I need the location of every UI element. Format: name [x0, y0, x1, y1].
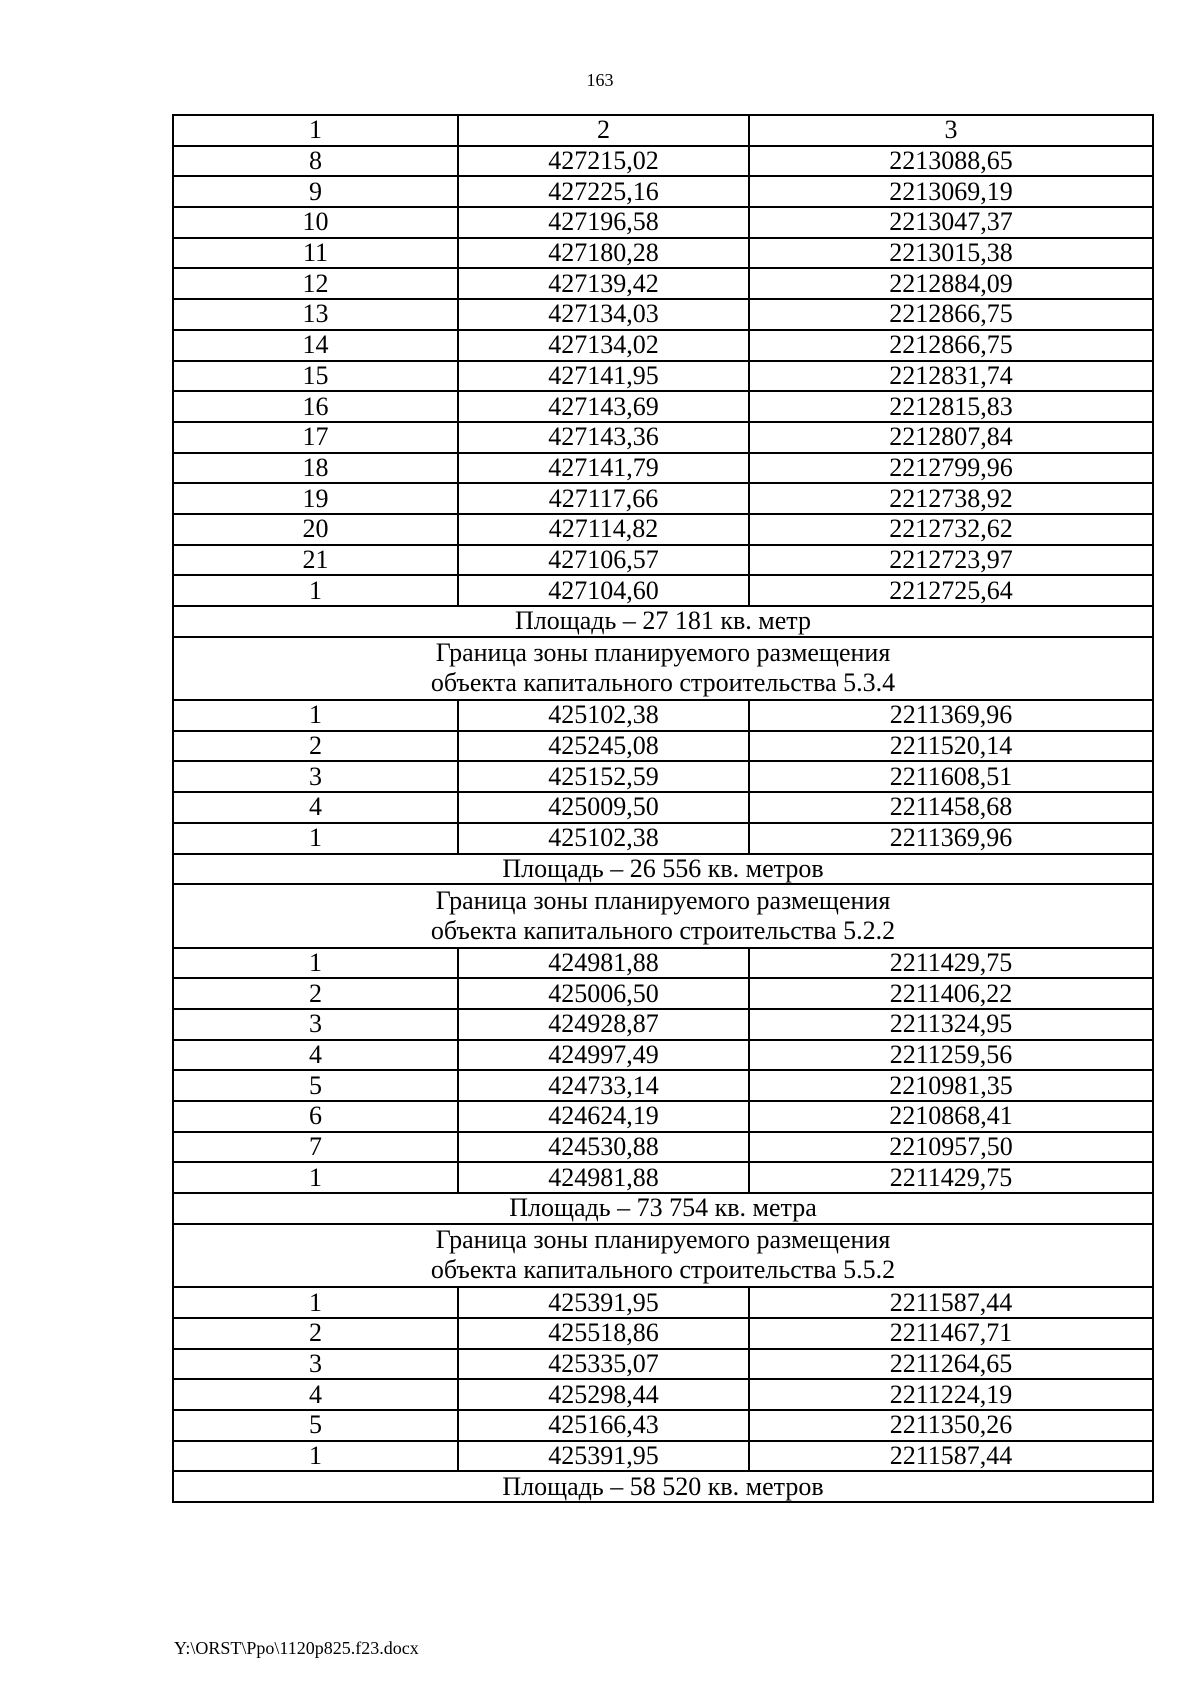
y-coordinate-cell: 2213015,38 [749, 238, 1153, 269]
table-row [173, 1318, 1153, 1349]
x-coordinate-cell: 424624,19 [458, 1101, 749, 1132]
x-coordinate-cell: 427143,36 [458, 422, 749, 453]
table-row [173, 268, 1153, 299]
point-number-cell: 1 [173, 823, 458, 854]
header-cell-y: 3 [749, 115, 1153, 146]
point-number-cell: 1 [173, 700, 458, 731]
table-row [173, 1101, 1153, 1132]
table-row [173, 1009, 1153, 1040]
x-coordinate-cell: 425166,43 [458, 1410, 749, 1441]
x-coordinate-cell: 425391,95 [458, 1441, 749, 1472]
point-number-cell: 2 [173, 731, 458, 762]
y-coordinate-cell: 2212815,83 [749, 391, 1153, 422]
y-coordinate-cell: 2212866,75 [749, 330, 1153, 361]
point-number-cell: 10 [173, 207, 458, 238]
x-coordinate-cell: 425006,50 [458, 978, 749, 1009]
x-coordinate-cell: 425298,44 [458, 1379, 749, 1410]
page-number: 163 [586, 70, 614, 90]
y-coordinate-cell: 2211429,75 [749, 948, 1153, 979]
y-coordinate-cell: 2211429,75 [749, 1162, 1153, 1193]
point-number-cell: 17 [173, 422, 458, 453]
y-coordinate-cell: 2211369,96 [749, 823, 1153, 854]
y-coordinate-cell: 2212884,09 [749, 268, 1153, 299]
table-row [173, 299, 1153, 330]
y-coordinate-cell: 2211369,96 [749, 700, 1153, 731]
table-row [173, 453, 1153, 484]
area-row [173, 1193, 1153, 1224]
x-coordinate-cell: 424981,88 [458, 1162, 749, 1193]
point-number-cell: 3 [173, 1009, 458, 1040]
table-row [173, 948, 1153, 979]
y-coordinate-cell: 2211467,71 [749, 1318, 1153, 1349]
y-coordinate-cell: 2211259,56 [749, 1040, 1153, 1071]
y-coordinate-cell: 2212807,84 [749, 422, 1153, 453]
point-number-cell: 13 [173, 299, 458, 330]
table-row [173, 391, 1153, 422]
coordinates-table-body [173, 115, 1153, 1502]
coordinates-table [172, 114, 1154, 1503]
point-number-cell: 4 [173, 792, 458, 823]
table-row [173, 176, 1153, 207]
x-coordinate-cell: 425102,38 [458, 823, 749, 854]
y-coordinate-cell: 2211406,22 [749, 978, 1153, 1009]
y-coordinate-cell: 2211224,19 [749, 1379, 1153, 1410]
point-number-cell: 1 [173, 575, 458, 606]
x-coordinate-cell: 427196,58 [458, 207, 749, 238]
x-coordinate-cell: 427104,60 [458, 575, 749, 606]
x-coordinate-cell: 427114,82 [458, 514, 749, 545]
section-title-line: объекта капитального строительства 5.5.2 [430, 1255, 896, 1285]
table-row [173, 1379, 1153, 1410]
table-row [173, 1441, 1153, 1472]
area-row [173, 854, 1153, 885]
x-coordinate-cell: 425102,38 [458, 700, 749, 731]
section-title-line: Граница зоны планируемого размещения [435, 638, 891, 668]
table-row [173, 700, 1153, 731]
footer-file-path: Y:\ORST\Ppo\1120p825.f23.docx [174, 1638, 419, 1658]
x-coordinate-cell: 427134,02 [458, 330, 749, 361]
table-row [173, 731, 1153, 762]
x-coordinate-cell: 425518,86 [458, 1318, 749, 1349]
section-title-cell [173, 1224, 1153, 1287]
x-coordinate-cell: 427180,28 [458, 238, 749, 269]
area-cell: Площадь – 58 520 кв. метров [173, 1471, 1153, 1502]
table-row [173, 1349, 1153, 1380]
y-coordinate-cell: 2212738,92 [749, 483, 1153, 514]
x-coordinate-cell: 427117,66 [458, 483, 749, 514]
point-number-cell: 4 [173, 1040, 458, 1071]
point-number-cell: 6 [173, 1101, 458, 1132]
y-coordinate-cell: 2212725,64 [749, 575, 1153, 606]
table-row [173, 792, 1153, 823]
x-coordinate-cell: 427143,69 [458, 391, 749, 422]
y-coordinate-cell: 2210981,35 [749, 1070, 1153, 1101]
point-number-cell: 3 [173, 761, 458, 792]
x-coordinate-cell: 427215,02 [458, 146, 749, 177]
table-row [173, 978, 1153, 1009]
table-row [173, 422, 1153, 453]
y-coordinate-cell: 2212732,62 [749, 514, 1153, 545]
y-coordinate-cell: 2213088,65 [749, 146, 1153, 177]
x-coordinate-cell: 427106,57 [458, 545, 749, 576]
area-row [173, 606, 1153, 637]
table-row [173, 1040, 1153, 1071]
x-coordinate-cell: 425245,08 [458, 731, 749, 762]
x-coordinate-cell: 424997,49 [458, 1040, 749, 1071]
x-coordinate-cell: 427139,42 [458, 268, 749, 299]
section-title-line: объекта капитального строительства 5.2.2 [430, 915, 896, 945]
y-coordinate-cell: 2211324,95 [749, 1009, 1153, 1040]
table-row [173, 207, 1153, 238]
area-row [173, 1471, 1153, 1502]
table-row [173, 146, 1153, 177]
section-title-row [173, 884, 1153, 947]
table-row [173, 1287, 1153, 1318]
table-header-row [173, 115, 1153, 146]
x-coordinate-cell: 425335,07 [458, 1349, 749, 1380]
point-number-cell: 5 [173, 1410, 458, 1441]
point-number-cell: 14 [173, 330, 458, 361]
y-coordinate-cell: 2213069,19 [749, 176, 1153, 207]
table-row [173, 575, 1153, 606]
point-number-cell: 1 [173, 1441, 458, 1472]
point-number-cell: 20 [173, 514, 458, 545]
table-row [173, 1410, 1153, 1441]
table-row [173, 1132, 1153, 1163]
area-cell: Площадь – 27 181 кв. метр [173, 606, 1153, 637]
table-row [173, 514, 1153, 545]
table-row [173, 761, 1153, 792]
x-coordinate-cell: 427141,79 [458, 453, 749, 484]
section-title-cell [173, 637, 1153, 700]
x-coordinate-cell: 427134,03 [458, 299, 749, 330]
y-coordinate-cell: 2212723,97 [749, 545, 1153, 576]
table-row [173, 361, 1153, 392]
point-number-cell: 1 [173, 948, 458, 979]
section-title-line: Граница зоны планируемого размещения [435, 885, 891, 915]
y-coordinate-cell: 2213047,37 [749, 207, 1153, 238]
point-number-cell: 1 [173, 1287, 458, 1318]
point-number-cell: 4 [173, 1379, 458, 1410]
y-coordinate-cell: 2211520,14 [749, 731, 1153, 762]
x-coordinate-cell: 425009,50 [458, 792, 749, 823]
x-coordinate-cell: 427141,95 [458, 361, 749, 392]
table-row [173, 545, 1153, 576]
point-number-cell: 2 [173, 978, 458, 1009]
point-number-cell: 9 [173, 176, 458, 207]
y-coordinate-cell: 2210957,50 [749, 1132, 1153, 1163]
table-row [173, 1162, 1153, 1193]
point-number-cell: 2 [173, 1318, 458, 1349]
section-title-row [173, 1224, 1153, 1287]
area-cell: Площадь – 26 556 кв. метров [173, 854, 1153, 885]
point-number-cell: 19 [173, 483, 458, 514]
area-cell: Площадь – 73 754 кв. метра [173, 1193, 1153, 1224]
table-row [173, 1070, 1153, 1101]
y-coordinate-cell: 2212866,75 [749, 299, 1153, 330]
point-number-cell: 12 [173, 268, 458, 299]
table-row [173, 823, 1153, 854]
header-cell-point: 1 [173, 115, 458, 146]
section-title-row [173, 637, 1153, 700]
x-coordinate-cell: 424530,88 [458, 1132, 749, 1163]
section-title-line: Граница зоны планируемого размещения [435, 1225, 891, 1255]
x-coordinate-cell: 424733,14 [458, 1070, 749, 1101]
point-number-cell: 8 [173, 146, 458, 177]
x-coordinate-cell: 425152,59 [458, 761, 749, 792]
x-coordinate-cell: 424928,87 [458, 1009, 749, 1040]
y-coordinate-cell: 2211350,26 [749, 1410, 1153, 1441]
point-number-cell: 16 [173, 391, 458, 422]
y-coordinate-cell: 2211587,44 [749, 1287, 1153, 1318]
point-number-cell: 15 [173, 361, 458, 392]
y-coordinate-cell: 2210868,41 [749, 1101, 1153, 1132]
y-coordinate-cell: 2211458,68 [749, 792, 1153, 823]
x-coordinate-cell: 425391,95 [458, 1287, 749, 1318]
y-coordinate-cell: 2211264,65 [749, 1349, 1153, 1380]
point-number-cell: 7 [173, 1132, 458, 1163]
y-coordinate-cell: 2212831,74 [749, 361, 1153, 392]
point-number-cell: 18 [173, 453, 458, 484]
y-coordinate-cell: 2211587,44 [749, 1441, 1153, 1472]
point-number-cell: 5 [173, 1070, 458, 1101]
point-number-cell: 11 [173, 238, 458, 269]
x-coordinate-cell: 427225,16 [458, 176, 749, 207]
table-row [173, 483, 1153, 514]
section-title-cell [173, 884, 1153, 947]
table-row [173, 330, 1153, 361]
point-number-cell: 1 [173, 1162, 458, 1193]
y-coordinate-cell: 2212799,96 [749, 453, 1153, 484]
header-cell-x: 2 [458, 115, 749, 146]
x-coordinate-cell: 424981,88 [458, 948, 749, 979]
y-coordinate-cell: 2211608,51 [749, 761, 1153, 792]
table-row [173, 238, 1153, 269]
section-title-line: объекта капитального строительства 5.3.4 [430, 668, 896, 698]
point-number-cell: 3 [173, 1349, 458, 1380]
point-number-cell: 21 [173, 545, 458, 576]
